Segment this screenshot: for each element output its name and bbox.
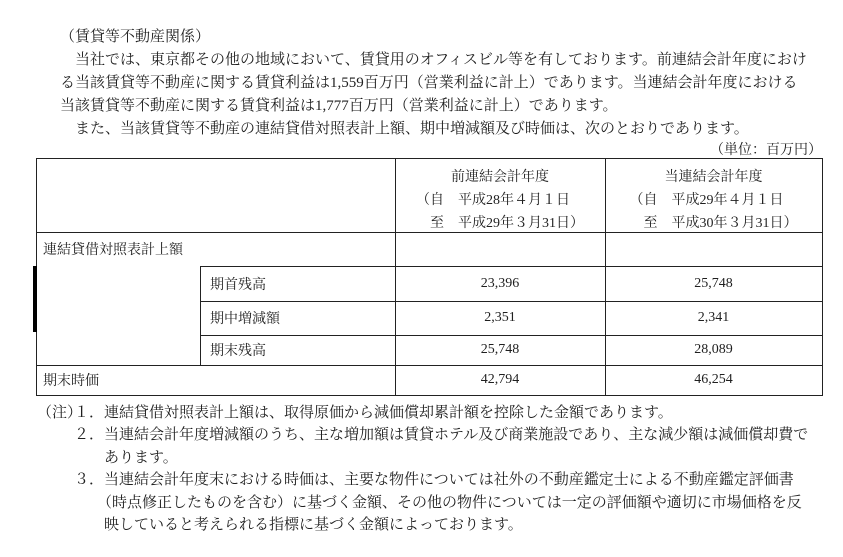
unit-label: （単位：百万円） xyxy=(710,143,822,158)
note-1-line-1 xyxy=(37,402,808,424)
period-from: （自 平成28年４月１日 xyxy=(416,193,570,208)
note-3-line-2: （時点修正したものを含む）に基づく金額、その他の物件については一定の評価額や適切に市場価格を反 xyxy=(97,494,802,511)
column-header-prev-year xyxy=(395,166,605,235)
row-label-fair-value: 期末時価 xyxy=(43,374,99,389)
value-net-change-curr: 2,341 xyxy=(697,310,730,325)
note-3-number: ３． xyxy=(74,472,105,489)
table-border-right xyxy=(822,158,823,396)
row-label-opening-balance: 期首残高 xyxy=(210,277,266,293)
row-label-net-change: 期中増減額 xyxy=(210,312,280,327)
value-fair-value-prev: 42,794 xyxy=(480,372,520,387)
value-fair-value-curr: 46,254 xyxy=(694,372,733,387)
table-border-top xyxy=(36,158,823,159)
note-2-line-1 xyxy=(37,424,808,446)
value-net-change-prev: 2,351 xyxy=(484,310,516,325)
intro-line: 当社では、東京都その他の地域において、賃貸用のオフィスビル等を有しております。前連結会計年度におけ xyxy=(75,52,807,68)
column-header-curr-title: 当連結会計年度 xyxy=(664,170,763,185)
note-3-text: 当連結会計年度末における時価は、主要な物件については社外の不動産鑑定士による不動産鑑定評価書 xyxy=(104,472,794,489)
rental-property-table xyxy=(36,158,823,396)
period-to: 至 平成29年３月31日） xyxy=(416,216,584,231)
value-closing-balance-prev: 25,748 xyxy=(480,342,520,357)
note-3-line-3: 映していると考えられる指標に基づく金額によっております。 xyxy=(104,517,523,534)
scan-artifact-bar xyxy=(33,266,37,332)
note-1-text: 連結貸借対照表計上額は、取得原価から減価償却累計額を控除した金額であります。 xyxy=(104,405,673,421)
note-2-text: 当連結会計年度増減額のうち、主な増加額は賃貸ホテル及び商業施設であり、主な減少額は減価償却費で xyxy=(104,427,809,444)
note-marker: （注） xyxy=(37,405,83,421)
value-opening-balance-curr: 25,748 xyxy=(694,275,733,291)
intro-line: 当該賃貸等不動産に関する賃貸利益は1,777百万円（営業利益に計上）であります。 xyxy=(60,98,618,114)
row-label-bs-total: 連結貸借対照表計上額 xyxy=(43,243,183,258)
row-label-closing-balance: 期末残高 xyxy=(210,344,266,359)
note-2-line-2: あります。 xyxy=(104,449,178,466)
value-opening-balance-prev: 23,396 xyxy=(480,275,520,291)
note-1-number: １． xyxy=(74,405,105,421)
column-header-prev-dates xyxy=(416,189,584,235)
period-to: 至 平成30年３月31日） xyxy=(629,216,798,231)
note-2-number: ２． xyxy=(74,427,105,444)
note-3-line-1 xyxy=(37,469,808,491)
column-header-curr-dates xyxy=(630,189,798,235)
table-divider-sublabel xyxy=(200,266,201,365)
section-heading: （賃貸等不動産関係） xyxy=(60,29,211,45)
notes-block xyxy=(37,402,808,536)
column-header-curr-year xyxy=(605,166,822,235)
intro-line: る当該賃貸等不動産に関する賃貸利益は1,559百万円（営業利益に計上）であります。当連結会計年度における xyxy=(60,75,798,91)
intro-paragraph xyxy=(60,49,807,141)
column-header-prev-title: 前連結会計年度 xyxy=(451,170,549,185)
table-border-bottom xyxy=(36,395,823,396)
period-from: （自 平成29年４月１日 xyxy=(629,193,784,208)
intro-line: また、当該賃貸等不動産の連結貸借対照表計上額、期中増減額及び時価は、次のとおりであります。 xyxy=(75,121,749,137)
value-closing-balance-curr: 28,089 xyxy=(694,342,733,357)
